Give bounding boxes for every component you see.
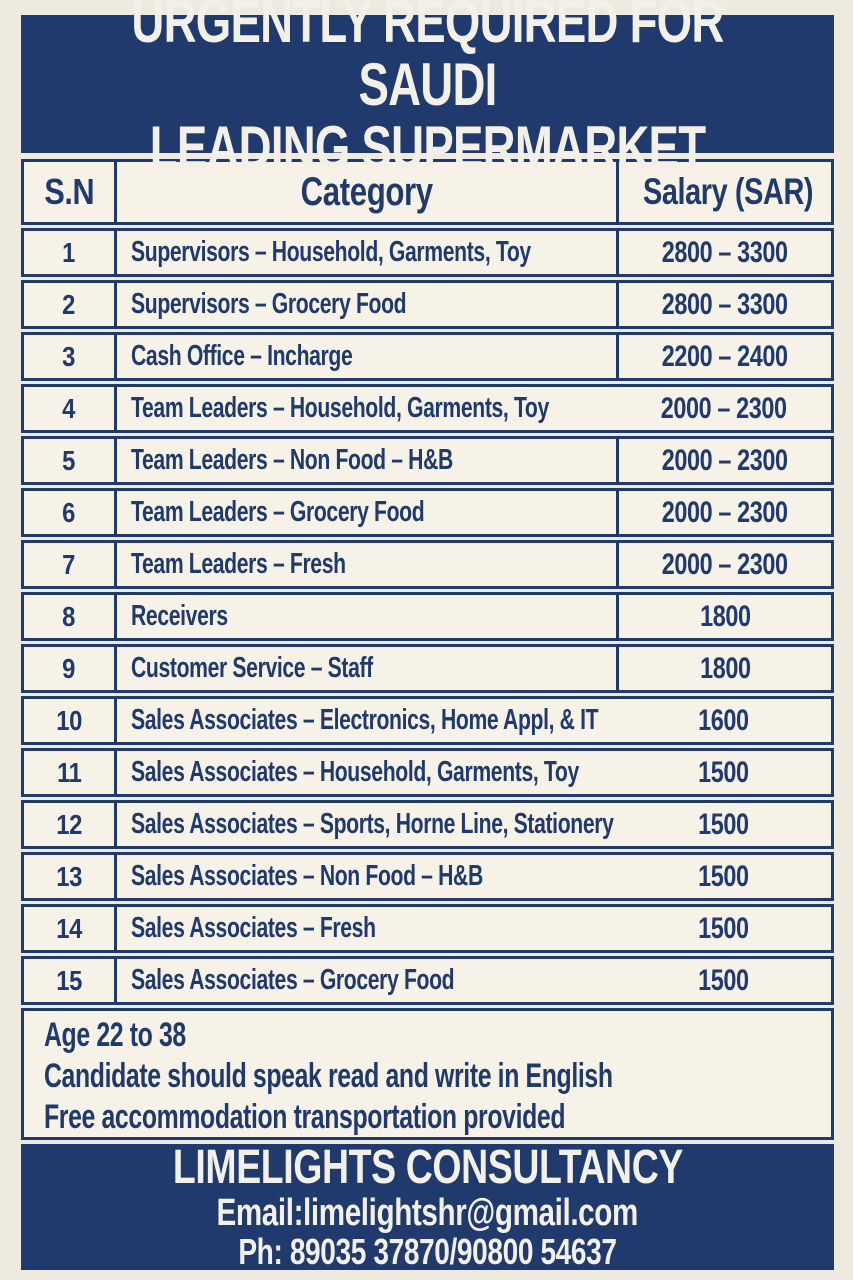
column-header-category: Category xyxy=(114,162,616,222)
notes-box xyxy=(21,1008,834,1140)
row-category: Sales Associates – Household, Garments, Toy xyxy=(114,751,616,794)
row-category: Sales Associates – Non Food – H&B xyxy=(114,855,616,898)
row-salary: 1500 xyxy=(698,755,749,789)
row-category: Team Leaders – Household, Garments, Toy xyxy=(114,387,616,430)
row-category: Team Leaders – Fresh xyxy=(114,543,616,586)
row-salary: 2000 – 2300 xyxy=(616,439,831,482)
row-salary: 2000 – 2300 xyxy=(660,391,787,425)
row-salary: 2800 – 3300 xyxy=(616,231,831,274)
row-serial-number: 7 xyxy=(62,548,76,580)
row-serial-number: 8 xyxy=(62,600,76,632)
row-category: Supervisors – Household, Garments, Toy xyxy=(114,231,616,274)
row-salary: 2800 – 3300 xyxy=(616,283,831,326)
table-row xyxy=(21,384,834,433)
row-serial-number: 6 xyxy=(62,496,76,528)
row-salary: 1500 xyxy=(698,807,749,841)
table-row xyxy=(21,852,834,901)
table-body xyxy=(21,228,834,1005)
row-category: Team Leaders – Grocery Food xyxy=(114,491,616,534)
column-header-salary: Salary (SAR) xyxy=(616,162,837,222)
row-salary: 1800 xyxy=(616,595,831,638)
row-salary: 2000 – 2300 xyxy=(616,543,831,586)
header-title-line1: URGENTLY REQUIRED FOR SAUDI xyxy=(131,0,724,118)
footer-banner xyxy=(21,1141,834,1272)
row-serial-number: 5 xyxy=(62,444,76,476)
table-header-row xyxy=(21,159,834,225)
row-category: Team Leaders – Non Food – H&B xyxy=(114,439,616,482)
row-serial-number: 11 xyxy=(56,756,82,788)
header-title-line2: LEADING SUPERMARKET xyxy=(149,113,706,181)
table-row xyxy=(21,228,834,277)
table-row xyxy=(21,540,834,589)
consultancy-name: LIMELIGHTS CONSULTANCY xyxy=(172,1141,683,1194)
consultancy-email: Email:limelightshr@gmail.com xyxy=(216,1192,639,1234)
row-category: Receivers xyxy=(114,595,616,638)
table-row xyxy=(21,904,834,953)
row-salary: 1500 xyxy=(698,911,749,945)
table-row xyxy=(21,748,834,797)
note-accommodation: Free accommodation transportation provided xyxy=(44,1098,566,1136)
row-category: Sales Associates – Fresh xyxy=(114,907,616,950)
column-header-sn: S.N xyxy=(44,171,94,212)
table-row xyxy=(21,696,834,745)
row-category: Sales Associates – Grocery Food xyxy=(114,959,616,1002)
row-category: Customer Service – Staff xyxy=(114,647,616,690)
row-category: Sales Associates – Sports, Horne Line, Stationery xyxy=(114,803,616,846)
note-age: Age 22 to 38 xyxy=(44,1016,186,1054)
row-serial-number: 9 xyxy=(62,652,76,684)
table-row xyxy=(21,956,834,1005)
table-row xyxy=(21,592,834,641)
row-serial-number: 1 xyxy=(62,236,76,268)
row-category: Sales Associates – Electronics, Home Appl, & IT xyxy=(114,699,616,742)
row-salary: 1500 xyxy=(698,963,749,997)
consultancy-phone: Ph: 89035 37870/90800 54637 xyxy=(238,1231,617,1272)
table-row xyxy=(21,436,834,485)
header-banner xyxy=(21,0,834,181)
row-salary: 2200 – 2400 xyxy=(616,335,831,378)
row-serial-number: 13 xyxy=(56,860,82,892)
row-serial-number: 15 xyxy=(56,964,82,996)
row-serial-number: 14 xyxy=(56,912,82,944)
table-row xyxy=(21,488,834,537)
row-category: Cash Office – Incharge xyxy=(114,335,616,378)
row-salary: 2000 – 2300 xyxy=(616,491,831,534)
table-row xyxy=(21,332,834,381)
table-row xyxy=(21,644,834,693)
row-serial-number: 10 xyxy=(56,704,82,736)
row-salary: 1500 xyxy=(698,859,749,893)
row-serial-number: 4 xyxy=(62,392,76,424)
row-salary: 1800 xyxy=(616,647,831,690)
row-serial-number: 2 xyxy=(62,288,76,320)
note-language: Candidate should speak read and write in English xyxy=(44,1057,613,1095)
row-salary: 1600 xyxy=(698,703,749,737)
row-serial-number: 3 xyxy=(62,340,76,372)
table-row xyxy=(21,800,834,849)
table-row xyxy=(21,280,834,329)
row-serial-number: 12 xyxy=(56,808,82,840)
row-category: Supervisors – Grocery Food xyxy=(114,283,616,326)
